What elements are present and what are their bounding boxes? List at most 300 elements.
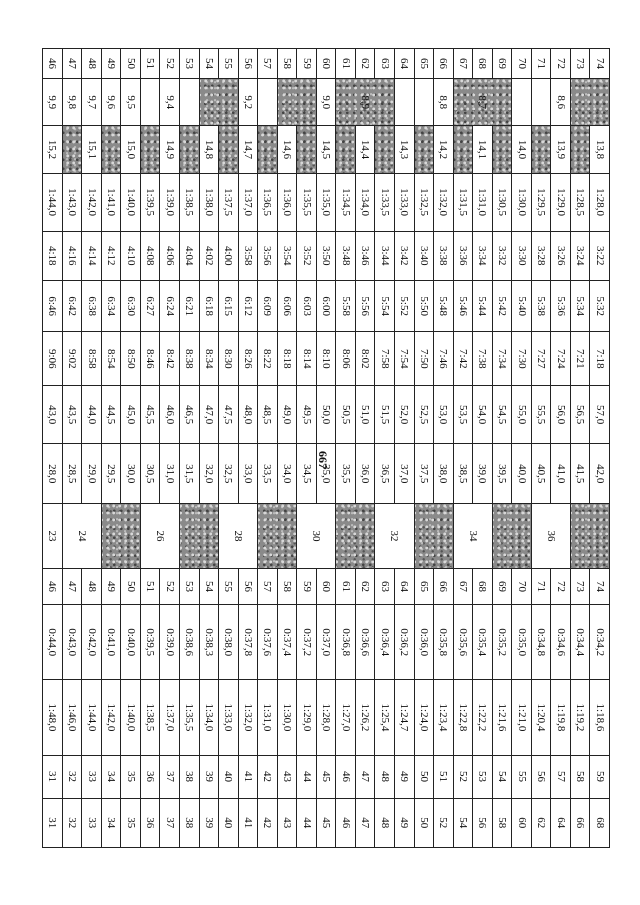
- table-cell: 8:38: [179, 332, 199, 386]
- table-cell: 57: [258, 568, 278, 605]
- table-cell: 51,5: [375, 386, 395, 444]
- table-cell: 1:34,5: [336, 173, 356, 231]
- table-cell: 34: [101, 798, 121, 848]
- table-cell: 45: [316, 798, 336, 848]
- shaded-cell: [179, 504, 218, 568]
- table-cell: 66: [434, 49, 454, 79]
- table-cell: 41: [238, 798, 258, 848]
- table-cell: 3:22: [590, 231, 610, 280]
- table-cell: 41: [238, 755, 258, 798]
- table-cell: 3:50: [316, 231, 336, 280]
- table-cell: 46: [336, 755, 356, 798]
- table-cell: 52,5: [414, 386, 434, 444]
- table-row: [590, 49, 610, 848]
- table-row: [531, 49, 551, 848]
- shaded-cell: [277, 79, 316, 126]
- table-cell: 3:42: [394, 231, 414, 280]
- shaded-cell: [531, 126, 551, 173]
- table-cell: 43,5: [62, 386, 82, 444]
- table-cell: 54: [492, 755, 512, 798]
- table-cell: 34,0: [277, 444, 297, 504]
- table-cell: 34: [101, 755, 121, 798]
- table-cell: 0:37,4: [277, 605, 297, 680]
- table-cell: [512, 79, 532, 126]
- table-cell: 73: [570, 568, 590, 605]
- table-cell: 42: [258, 755, 278, 798]
- table-cell: 70: [512, 49, 532, 79]
- shaded-cell: [258, 126, 278, 173]
- table-cell: 67: [453, 49, 473, 79]
- table-cell: 1:42,0: [101, 680, 121, 755]
- table-cell: 0:34,8: [531, 605, 551, 680]
- table-cell: 7:30: [512, 332, 532, 386]
- table-cell: 1:37,5: [219, 173, 239, 231]
- table-cell: 49: [394, 755, 414, 798]
- table-cell: 31: [43, 755, 63, 798]
- table-cell: 40: [219, 755, 239, 798]
- table-cell: 14,4: [355, 126, 375, 173]
- table-cell: 1:31,0: [473, 173, 493, 231]
- table-cell: 1:32,0: [238, 680, 258, 755]
- table-cell: 54,5: [492, 386, 512, 444]
- table-cell: 5:54: [375, 280, 395, 332]
- table-cell: 62: [531, 798, 551, 848]
- table-cell: 71: [531, 49, 551, 79]
- table-cell: 7:50: [414, 332, 434, 386]
- table-cell: 36: [140, 798, 160, 848]
- table-cell: 1:34,0: [355, 173, 375, 231]
- table-cell: 63: [375, 568, 395, 605]
- table-cell: 0:42,0: [82, 605, 102, 680]
- table-cell: 23: [43, 504, 63, 568]
- shaded-cell: 8,7: [453, 79, 512, 126]
- table-cell: 1:36,5: [258, 173, 278, 231]
- table-cell: 46: [43, 568, 63, 605]
- table-cell: 3:34: [473, 231, 493, 280]
- table-cell: 5:42: [492, 280, 512, 332]
- shaded-cell: [101, 126, 121, 173]
- table-cell: 74: [590, 568, 610, 605]
- table-cell: 0:41,0: [101, 605, 121, 680]
- table-cell: 8:46: [140, 332, 160, 386]
- table-cell: 66: [570, 798, 590, 848]
- table-cell: 33,5: [258, 444, 278, 504]
- table-cell: 9:02: [62, 332, 82, 386]
- table-row: [473, 49, 493, 848]
- table-cell: 47: [62, 568, 82, 605]
- table-cell: 7:21: [570, 332, 590, 386]
- shaded-cell: 8,9: [336, 79, 395, 126]
- shaded-cell: [414, 504, 453, 568]
- table-row: [121, 49, 141, 848]
- table-cell: 3:54: [277, 231, 297, 280]
- table-cell: 24: [62, 504, 101, 568]
- table-cell: 1:38,0: [199, 173, 219, 231]
- table-cell: 5:38: [531, 280, 551, 332]
- table-cell: 46: [336, 798, 356, 848]
- table-cell: 7:38: [473, 332, 493, 386]
- table-cell: 1:28,0: [316, 680, 336, 755]
- table-cell: 1:24,0: [414, 680, 434, 755]
- table-cell: 55,0: [512, 386, 532, 444]
- table-cell: [179, 79, 199, 126]
- table-cell: 3:40: [414, 231, 434, 280]
- table-cell: 1:36,0: [277, 173, 297, 231]
- table-cell: 4:06: [160, 231, 180, 280]
- table-cell: 52: [160, 49, 180, 79]
- table-row: [199, 49, 219, 848]
- table-cell: 26: [140, 504, 179, 568]
- table-cell: 56: [238, 568, 258, 605]
- table-cell: 4:10: [121, 231, 141, 280]
- table-cell: 1:33,5: [375, 173, 395, 231]
- table-cell: 0:36,0: [414, 605, 434, 680]
- table-cell: 60: [512, 798, 532, 848]
- table-body: [43, 49, 610, 848]
- table-cell: 1:26,2: [355, 680, 375, 755]
- table-cell: 56: [238, 49, 258, 79]
- table-cell: 32,5: [219, 444, 239, 504]
- table-cell: 4:18: [43, 231, 63, 280]
- table-row: [179, 49, 199, 848]
- table-cell: 36,5: [375, 444, 395, 504]
- table-cell: 14,0: [512, 126, 532, 173]
- shaded-cell: [570, 126, 590, 173]
- table-cell: 3:58: [238, 231, 258, 280]
- table-cell: [531, 79, 551, 126]
- table-cell: 6:12: [238, 280, 258, 332]
- table-cell: 40: [219, 798, 239, 848]
- table-row: [101, 49, 121, 848]
- table-cell: 58: [492, 798, 512, 848]
- table-cell: 65: [414, 568, 434, 605]
- table-cell: 15,2: [43, 126, 63, 173]
- table-cell: 8:22: [258, 332, 278, 386]
- table-cell: 3:28: [531, 231, 551, 280]
- table-cell: 1:41,0: [101, 173, 121, 231]
- table-cell: 38,5: [453, 444, 473, 504]
- table-cell: 32: [375, 504, 414, 568]
- table-row: [140, 49, 160, 848]
- table-cell: 56,0: [551, 386, 571, 444]
- table-cell: 1:39,5: [140, 173, 160, 231]
- table-cell: 1:44,0: [82, 680, 102, 755]
- table-cell: 37,5: [414, 444, 434, 504]
- table-row: [277, 49, 297, 848]
- table-cell: 64: [394, 568, 414, 605]
- table-cell: 3:30: [512, 231, 532, 280]
- table-cell: 38: [179, 755, 199, 798]
- table-cell: 35,5: [336, 444, 356, 504]
- table-cell: 28,0: [43, 444, 63, 504]
- table-cell: 8:58: [82, 332, 102, 386]
- table-cell: 39,0: [473, 444, 493, 504]
- table-cell: 64: [394, 49, 414, 79]
- table-cell: [258, 79, 278, 126]
- table-cell: 0:35,8: [434, 605, 454, 680]
- table-cell: 0:38,6: [179, 605, 199, 680]
- table-row: [414, 49, 434, 848]
- table-cell: 41,0: [551, 444, 571, 504]
- table-cell: 9,5: [121, 79, 141, 126]
- table-cell: 28: [219, 504, 258, 568]
- rotated-table-wrapper: [42, 48, 610, 848]
- table-cell: 4:16: [62, 231, 82, 280]
- table-cell: 8:42: [160, 332, 180, 386]
- table-cell: 6:18: [199, 280, 219, 332]
- table-cell: 8:06: [336, 332, 356, 386]
- table-cell: 1:30,0: [512, 173, 532, 231]
- table-cell: 0:39,5: [140, 605, 160, 680]
- table-row: [394, 49, 414, 848]
- table-cell: 30,0: [121, 444, 141, 504]
- table-cell: 7:46: [434, 332, 454, 386]
- table-cell: 51: [434, 755, 454, 798]
- table-cell: 47: [355, 798, 375, 848]
- table-cell: 3:44: [375, 231, 395, 280]
- table-cell: 14,9: [160, 126, 180, 173]
- table-cell: 49: [394, 798, 414, 848]
- table-cell: 52: [160, 568, 180, 605]
- table-cell: 1:21,0: [512, 680, 532, 755]
- table-cell: 0:37,6: [258, 605, 278, 680]
- table-cell: 1:19,2: [570, 680, 590, 755]
- table-cell: 6:09: [258, 280, 278, 332]
- table-cell: 3:38: [434, 231, 454, 280]
- table-cell: 8:18: [277, 332, 297, 386]
- table-cell: 60: [316, 568, 336, 605]
- table-cell: 1:22,8: [453, 680, 473, 755]
- table-cell: 51: [140, 568, 160, 605]
- table-cell: 54,0: [473, 386, 493, 444]
- table-cell: 69: [492, 49, 512, 79]
- table-cell: 14,1: [473, 126, 493, 173]
- table-cell: 1:39,0: [160, 173, 180, 231]
- table-cell: 1:29,0: [551, 173, 571, 231]
- table-cell: 49,5: [297, 386, 317, 444]
- table-cell: 53,5: [453, 386, 473, 444]
- table-cell: 47: [62, 49, 82, 79]
- table-cell: 0:34,6: [551, 605, 571, 680]
- table-cell: 45,0: [121, 386, 141, 444]
- table-row: [62, 49, 82, 848]
- table-cell: 14,5: [316, 126, 336, 173]
- table-cell: 36: [531, 504, 570, 568]
- table-cell: 0:35,6: [453, 605, 473, 680]
- table-cell: 13,8: [590, 126, 610, 173]
- table-cell: 44: [297, 755, 317, 798]
- table-cell: 5:36: [551, 280, 571, 332]
- table-cell: 50,5: [336, 386, 356, 444]
- table-cell: 45,5: [140, 386, 160, 444]
- page-number: 667: [316, 451, 330, 469]
- table-cell: 1:24,7: [394, 680, 414, 755]
- table-cell: 4:08: [140, 231, 160, 280]
- table-cell: 5:58: [336, 280, 356, 332]
- table-row: [512, 49, 532, 848]
- table-cell: 1:33,0: [394, 173, 414, 231]
- table-cell: 57: [551, 755, 571, 798]
- table-cell: 6:27: [140, 280, 160, 332]
- table-cell: 56: [531, 755, 551, 798]
- table-cell: 3:26: [551, 231, 571, 280]
- table-cell: 8:26: [238, 332, 258, 386]
- table-cell: 8:50: [121, 332, 141, 386]
- table-cell: 65: [414, 49, 434, 79]
- table-cell: 35,0: [316, 444, 336, 504]
- table-cell: 1:25,4: [375, 680, 395, 755]
- shaded-cell: [219, 126, 239, 173]
- table-cell: 44,0: [82, 386, 102, 444]
- table-cell: 34: [453, 504, 492, 568]
- table-cell: 1:30,0: [277, 680, 297, 755]
- table-cell: 37,0: [394, 444, 414, 504]
- table-cell: 51,0: [355, 386, 375, 444]
- table-cell: 33,0: [238, 444, 258, 504]
- table-cell: 8,8: [434, 79, 454, 126]
- table-cell: 69: [492, 568, 512, 605]
- norms-table: [42, 48, 610, 848]
- table-cell: 8:34: [199, 332, 219, 386]
- table-cell: 3:24: [570, 231, 590, 280]
- table-cell: 5:32: [590, 280, 610, 332]
- table-cell: 53,0: [434, 386, 454, 444]
- table-cell: 72: [551, 49, 571, 79]
- table-cell: 1:21,6: [492, 680, 512, 755]
- table-cell: 58: [277, 49, 297, 79]
- table-cell: 3:52: [297, 231, 317, 280]
- table-row: [355, 49, 375, 848]
- table-cell: [140, 79, 160, 126]
- table-cell: 9:06: [43, 332, 63, 386]
- table-cell: 31: [43, 798, 63, 848]
- table-row: [492, 49, 512, 848]
- table-cell: 43: [277, 755, 297, 798]
- table-cell: 71: [531, 568, 551, 605]
- table-cell: 7:24: [551, 332, 571, 386]
- table-cell: 67: [453, 568, 473, 605]
- table-cell: 39: [199, 755, 219, 798]
- table-cell: 47,5: [219, 386, 239, 444]
- table-cell: 38: [179, 798, 199, 848]
- table-cell: 50: [414, 798, 434, 848]
- table-cell: 56: [473, 798, 493, 848]
- table-cell: 14,3: [394, 126, 414, 173]
- table-cell: 3:32: [492, 231, 512, 280]
- table-cell: 28,5: [62, 444, 82, 504]
- table-cell: 0:38,0: [219, 605, 239, 680]
- table-cell: 68: [590, 798, 610, 848]
- table-cell: 5:50: [414, 280, 434, 332]
- table-cell: 1:38,5: [140, 680, 160, 755]
- table-cell: 50: [121, 49, 141, 79]
- table-cell: 1:20,4: [531, 680, 551, 755]
- table-cell: 5:48: [434, 280, 454, 332]
- table-cell: 55,5: [531, 386, 551, 444]
- table-cell: 1:28,5: [570, 173, 590, 231]
- table-cell: 0:44,0: [43, 605, 63, 680]
- table-cell: 6:21: [179, 280, 199, 332]
- table-cell: 6:24: [160, 280, 180, 332]
- table-cell: 1:40,0: [121, 680, 141, 755]
- table-cell: 47,0: [199, 386, 219, 444]
- table-cell: 6:00: [316, 280, 336, 332]
- table-cell: 48: [82, 49, 102, 79]
- table-cell: 32: [62, 755, 82, 798]
- table-cell: 5:34: [570, 280, 590, 332]
- table-cell: 46,0: [160, 386, 180, 444]
- table-cell: 1:42,0: [82, 173, 102, 231]
- table-cell: 0:35,4: [473, 605, 493, 680]
- table-cell: 57,0: [590, 386, 610, 444]
- table-cell: 9,9: [43, 79, 63, 126]
- table-cell: 52,0: [394, 386, 414, 444]
- table-cell: 9,8: [62, 79, 82, 126]
- table-cell: 4:02: [199, 231, 219, 280]
- table-cell: 1:40,0: [121, 173, 141, 231]
- table-cell: 3:48: [336, 231, 356, 280]
- table-cell: 9,7: [82, 79, 102, 126]
- table-cell: 9,4: [160, 79, 180, 126]
- table-cell: 40,0: [512, 444, 532, 504]
- table-cell: 1:18,6: [590, 680, 610, 755]
- table-cell: 14,8: [199, 126, 219, 173]
- table-cell: 6:46: [43, 280, 63, 332]
- shaded-cell: [62, 126, 82, 173]
- table-cell: 43,0: [43, 386, 63, 444]
- table-cell: 43: [277, 798, 297, 848]
- table-cell: 56,5: [570, 386, 590, 444]
- table-cell: 44,5: [101, 386, 121, 444]
- table-cell: 7:54: [394, 332, 414, 386]
- table-cell: 59: [297, 49, 317, 79]
- table-row: [238, 49, 258, 848]
- table-cell: 61: [336, 568, 356, 605]
- table-cell: 0:36,4: [375, 605, 395, 680]
- table-cell: 70: [512, 568, 532, 605]
- table-cell: 8,6: [551, 79, 571, 126]
- shaded-cell: [492, 126, 512, 173]
- table-cell: 42: [258, 798, 278, 848]
- table-cell: 48: [82, 568, 102, 605]
- table-cell: 52: [453, 755, 473, 798]
- table-cell: 7:27: [531, 332, 551, 386]
- table-cell: 1:28,0: [590, 173, 610, 231]
- table-cell: 38,0: [434, 444, 454, 504]
- table-cell: 9,0: [316, 79, 336, 126]
- table-row: [82, 49, 102, 848]
- shaded-cell: [375, 126, 395, 173]
- table-cell: 14,6: [277, 126, 297, 173]
- table-cell: 39: [199, 798, 219, 848]
- table-row: [551, 49, 571, 848]
- table-cell: 63: [375, 49, 395, 79]
- table-cell: 45: [316, 755, 336, 798]
- table-cell: 1:38,5: [179, 173, 199, 231]
- table-cell: 48: [375, 755, 395, 798]
- table-cell: 0:39,0: [160, 605, 180, 680]
- table-cell: 54: [453, 798, 473, 848]
- table-cell: 58: [277, 568, 297, 605]
- table-row: [160, 49, 180, 848]
- table-cell: 5:52: [394, 280, 414, 332]
- table-row: [297, 49, 317, 848]
- table-cell: 58: [570, 755, 590, 798]
- table-cell: 5:44: [473, 280, 493, 332]
- table-cell: 4:12: [101, 231, 121, 280]
- table-cell: 31,0: [160, 444, 180, 504]
- table-cell: 8:54: [101, 332, 121, 386]
